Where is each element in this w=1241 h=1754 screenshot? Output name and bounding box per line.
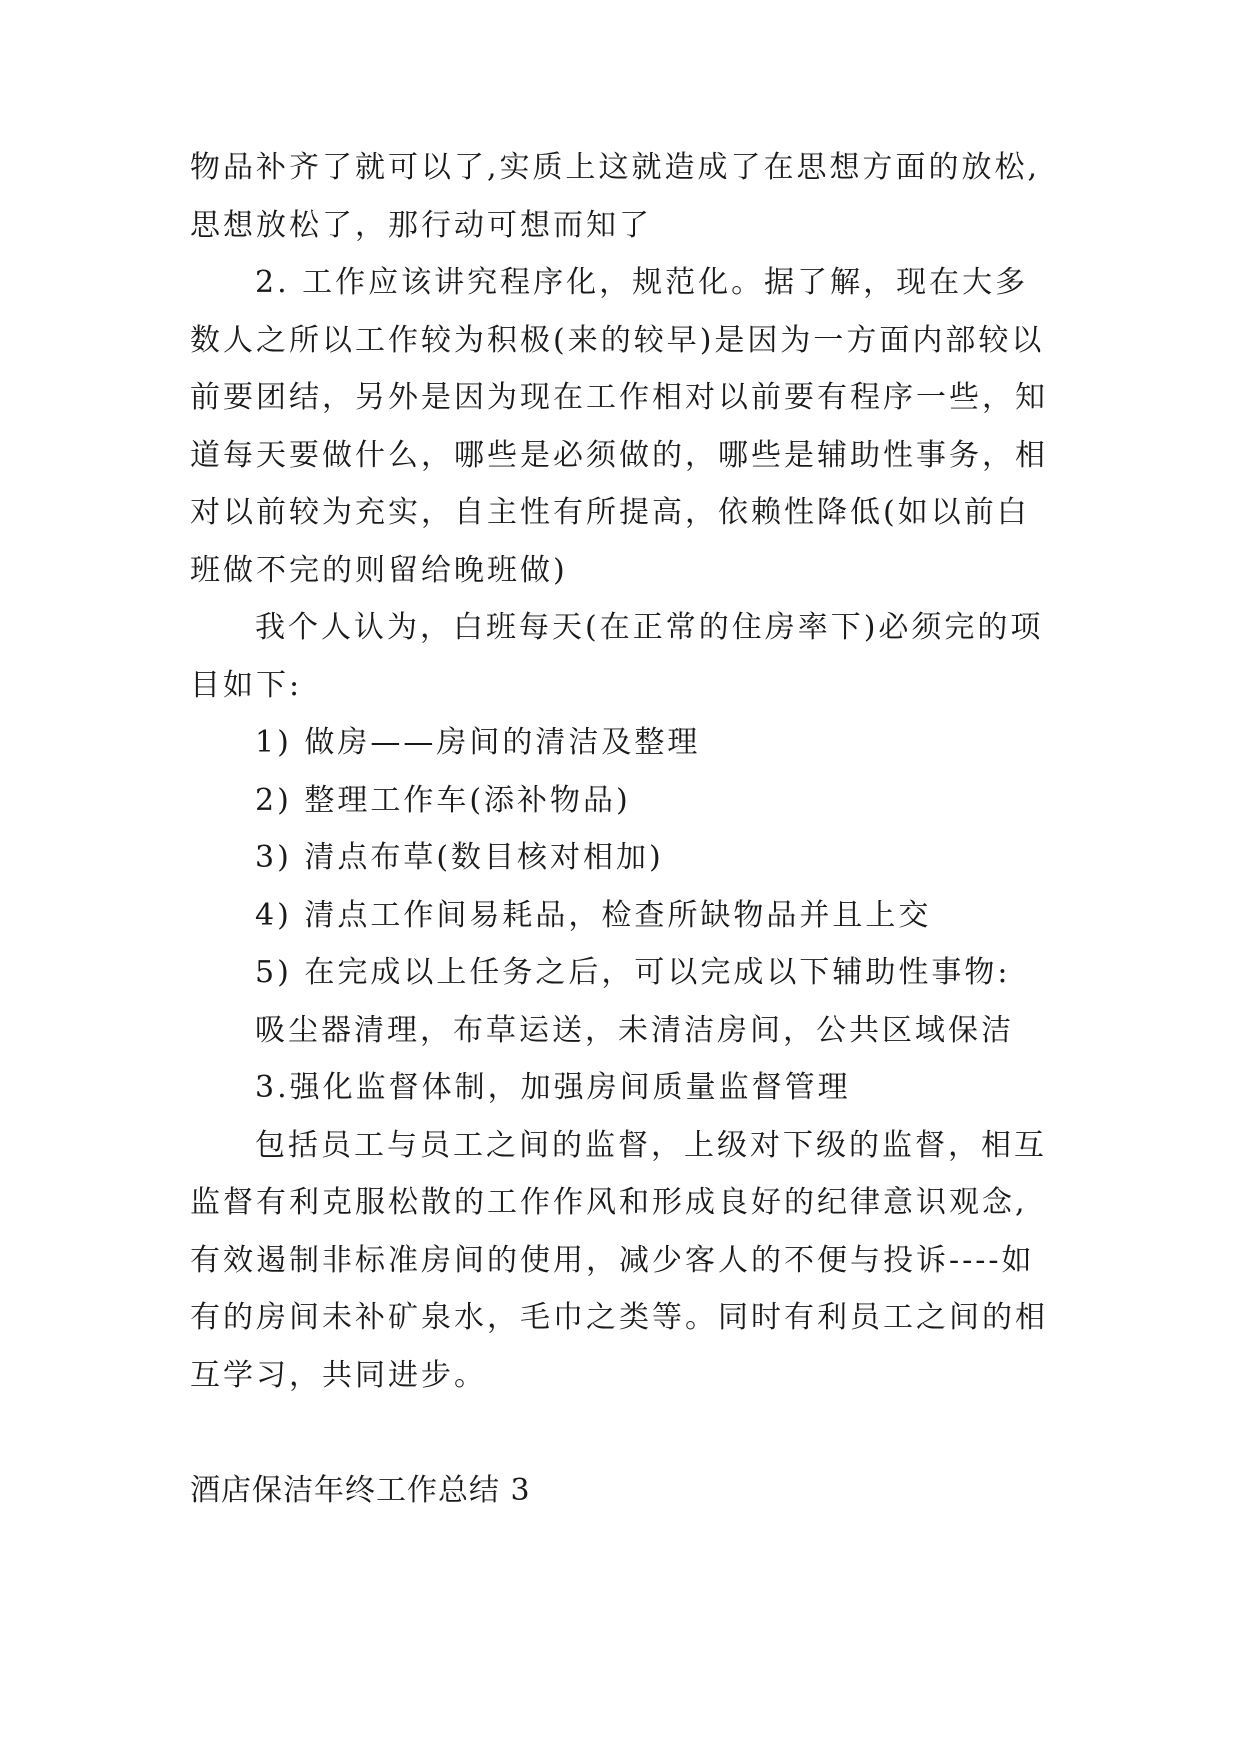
paragraph-line: 数人之所以工作较为积极(来的较早)是因为一方面内部较以 [190, 323, 1045, 358]
paragraph-line: 有效遏制非标准房间的使用，减少客人的不便与投诉----如 [190, 1243, 1035, 1278]
paragraph-line: 物品补齐了就可以了,实质上这就造成了在思想方面的放松, [190, 150, 1041, 185]
paragraph-line: 对以前较为充实，自主性有所提高，依赖性降低(如以前白 [190, 495, 1030, 530]
list-item: 5) 在完成以上任务之后，可以完成以下辅助性事物: [255, 955, 1011, 990]
paragraph-line: 3.强化监督体制，加强房间质量监督管理 [255, 1070, 851, 1105]
list-item: 3) 清点布草(数目核对相加) [255, 840, 664, 875]
paragraph-line: 有的房间未补矿泉水，毛巾之类等。同时有利员工之间的相 [190, 1300, 1048, 1335]
paragraph-line: 吸尘器清理，布草运送，未清洁房间，公共区域保洁 [255, 1013, 1014, 1048]
paragraph-line: 思想放松了，那行动可想而知了 [190, 208, 652, 243]
list-item: 2) 整理工作车(添补物品) [255, 783, 631, 818]
paragraph-line: 2. 工作应该讲究程序化，规范化。据了解，现在大多 [255, 265, 1029, 300]
list-item: 4) 清点工作间易耗品，检查所缺物品并且上交 [255, 898, 932, 933]
paragraph-line: 目如下: [190, 668, 303, 703]
paragraph-line: 道每天要做什么，哪些是必须做的，哪些是辅助性事务，相 [190, 438, 1048, 473]
paragraph-line: 班做不完的则留给晚班做) [190, 553, 568, 588]
section-title: 酒店保洁年终工作总结 3 [190, 1473, 531, 1508]
paragraph-line: 包括员工与员工之间的监督，上级对下级的监督，相互 [255, 1128, 1047, 1163]
list-item: 1) 做房——房间的清洁及整理 [255, 725, 701, 760]
paragraph-line: 互学习，共同进步。 [190, 1358, 487, 1393]
paragraph-line: 监督有利克服松散的工作作风和形成良好的纪律意识观念, [190, 1185, 1028, 1220]
paragraph-line: 前要团结，另外是因为现在工作相对以前要有程序一些，知 [190, 380, 1048, 415]
paragraph-line: 我个人认为，白班每天(在正常的住房率下)必须完的项 [255, 610, 1044, 645]
